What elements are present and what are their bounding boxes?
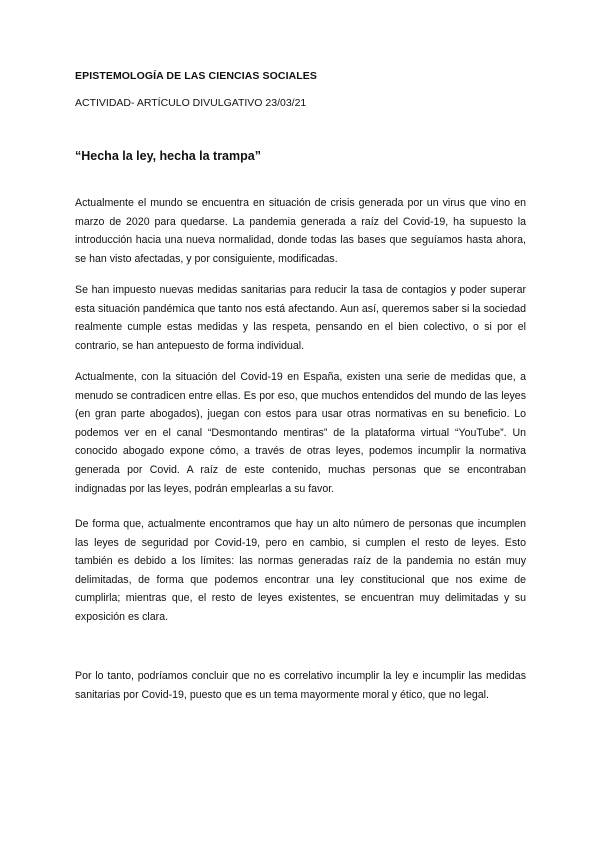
- article-title: “Hecha la ley, hecha la trampa”: [75, 149, 261, 163]
- course-heading: EPISTEMOLOGÍA DE LAS CIENCIAS SOCIALES: [75, 70, 318, 82]
- paragraph: Actualmente el mundo se encuentra en situación de crisis generada por un virus que vino en marzo de 2020 para quedarse. La pandemia generada a raíz del Covid-19, ha supuesto la introducción hacia una nueva normalidad, donde todas las bases que seguíamos hasta ahora, se han visto afectadas, y por consiguiente, modificadas.: [75, 197, 526, 265]
- activity-subheading: ACTIVIDAD- ARTÍCULO DIVULGATIVO 23/03/21: [75, 97, 307, 109]
- paragraph: Se han impuesto nuevas medidas sanitarias para reducir la tasa de contagios y poder superar esta situación pandémica que tanto nos está afectando. Aun así, queremos saber si la sociedad realmente cumple estas medidas y las respeta, pensando en el bien colectivo, o si por el contrario, se han antepuesto de forma individual.: [75, 284, 526, 352]
- paragraph: De forma que, actualmente encontramos que hay un alto número de personas que incumplen las leyes de seguridad por Covid-19, pero en cambio, si cumplen el resto de leyes. Esto también es debido a los límites: las normas generadas raíz de la pandemia no están muy delimitadas, de forma que podemos encontrar una ley constitucional que nos exime de cumplirla; mientras que, el resto de leyes existentes, se encuentran muy delimitadas y su exposición es clara.: [75, 518, 526, 623]
- paragraph: Actualmente, con la situación del Covid-19 en España, existen una serie de medidas que, a menudo se contradicen entre ellas. Es por eso, que muchos entendidos del mundo de las leyes (en gran parte abogados), juegan con estos para usar otras normativas en su beneficio. Lo podemos ver en el canal “Desmontando mentiras” de la plataforma virtual “YouTube”. Un conocido abogado expone cómo, a través de otras leyes, podemos incumplir la normativa generada por Covid. A raíz de este contenido, muchas personas que se encontraban indignadas por las leyes, podrán emplearlas a su favor.: [75, 371, 526, 495]
- conclusion-paragraph: Por lo tanto, podríamos concluir que no es correlativo incumplir la ley e incumplir las medidas sanitarias por Covid-19, puesto que es un tema mayormente moral y ético, que no legal.: [75, 670, 526, 701]
